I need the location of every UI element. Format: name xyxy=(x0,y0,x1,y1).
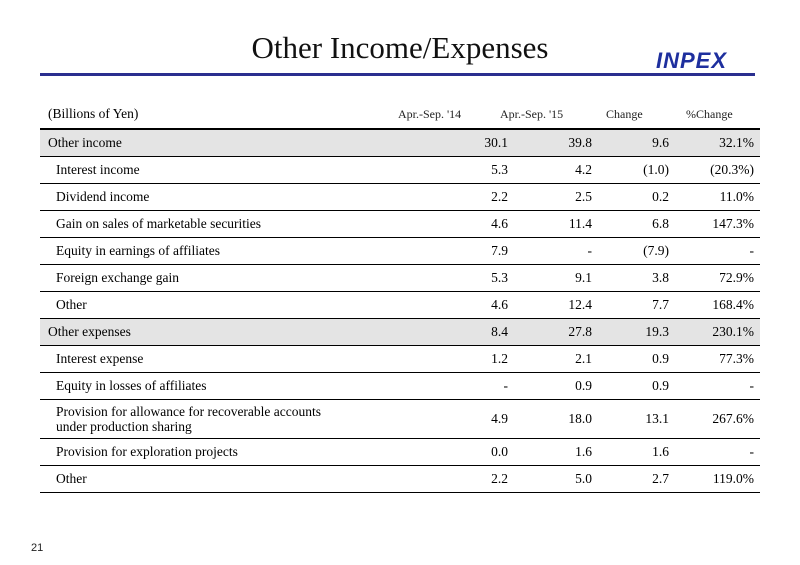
value-change: (7.9) xyxy=(643,243,669,258)
table-row xyxy=(40,400,760,439)
value-apr-sep-15: 5.0 xyxy=(575,471,592,486)
value-apr-sep-15: 39.8 xyxy=(568,135,592,150)
value-apr-sep-15: 4.2 xyxy=(575,162,592,177)
value-pct-change: 147.3% xyxy=(712,216,754,231)
row-label: Provision for allowance for recoverable accounts under production sharing xyxy=(56,404,322,434)
value-pct-change: - xyxy=(749,243,754,258)
value-change: 0.9 xyxy=(652,378,669,393)
value-pct-change: 32.1% xyxy=(719,135,754,150)
table-row xyxy=(40,238,760,265)
value-change: 3.8 xyxy=(652,270,669,285)
row-label: Other expenses xyxy=(48,324,131,339)
value-apr-sep-15: 2.5 xyxy=(575,189,592,204)
table-row xyxy=(40,265,760,292)
value-apr-sep-15: 0.9 xyxy=(575,378,592,393)
value-pct-change: - xyxy=(749,378,754,393)
value-change: 19.3 xyxy=(645,324,669,339)
value-apr-sep-14: 2.2 xyxy=(491,471,508,486)
value-pct-change: 230.1% xyxy=(712,324,754,339)
value-apr-sep-15: 18.0 xyxy=(568,411,592,426)
table-row xyxy=(40,439,760,466)
table-body xyxy=(40,130,760,493)
row-label: Gain on sales of marketable securities xyxy=(56,216,262,231)
income-expenses-table xyxy=(40,100,760,493)
page-number: 21 xyxy=(31,542,44,554)
row-label: Other xyxy=(56,471,87,486)
section-row xyxy=(40,319,760,346)
column-header-pct-change: %Change xyxy=(686,107,733,121)
row-label: Dividend income xyxy=(56,189,150,204)
value-apr-sep-14: 5.3 xyxy=(491,270,508,285)
value-change: 6.8 xyxy=(652,216,669,231)
value-change: 0.9 xyxy=(652,351,669,366)
value-apr-sep-14: 30.1 xyxy=(484,135,508,150)
row-label: Interest expense xyxy=(56,351,144,366)
value-change: 1.6 xyxy=(652,444,669,459)
value-apr-sep-15: 1.6 xyxy=(575,444,592,459)
value-apr-sep-14: 8.4 xyxy=(491,324,508,339)
value-apr-sep-14: 7.9 xyxy=(491,243,508,258)
unit-label: (Billions of Yen) xyxy=(48,106,139,121)
value-apr-sep-14: 4.6 xyxy=(491,297,508,312)
row-label: Equity in earnings of affiliates xyxy=(56,243,220,258)
row-label: Other income xyxy=(48,135,122,150)
row-label: Foreign exchange gain xyxy=(56,270,179,285)
row-label: Equity in losses of affiliates xyxy=(56,378,207,393)
table-row xyxy=(40,211,760,238)
value-apr-sep-14: 1.2 xyxy=(491,351,508,366)
value-apr-sep-15: 12.4 xyxy=(568,297,592,312)
table-row xyxy=(40,373,760,400)
value-apr-sep-15: 2.1 xyxy=(575,351,592,366)
row-label: Interest income xyxy=(56,162,140,177)
value-apr-sep-15: 9.1 xyxy=(575,270,592,285)
value-pct-change: 119.0% xyxy=(712,471,754,486)
value-pct-change: 168.4% xyxy=(712,297,754,312)
value-change: 2.7 xyxy=(652,471,669,486)
value-pct-change: - xyxy=(749,444,754,459)
column-header-change: Change xyxy=(606,107,643,121)
section-row xyxy=(40,130,760,157)
title-divider xyxy=(40,73,755,76)
value-change: 7.7 xyxy=(652,297,669,312)
table-row xyxy=(40,157,760,184)
value-apr-sep-14: 5.3 xyxy=(491,162,508,177)
value-apr-sep-15: - xyxy=(587,243,592,258)
value-change: 9.6 xyxy=(652,135,669,150)
value-pct-change: 77.3% xyxy=(719,351,754,366)
value-apr-sep-14: 2.2 xyxy=(491,189,508,204)
inpex-logo: INPEX xyxy=(656,48,728,73)
row-label: Other xyxy=(56,297,87,312)
value-pct-change: 72.9% xyxy=(719,270,754,285)
value-pct-change: 11.0% xyxy=(719,189,754,204)
page-title: Other Income/Expenses xyxy=(251,30,549,65)
table-row xyxy=(40,346,760,373)
row-label: Provision for exploration projects xyxy=(56,444,238,459)
value-apr-sep-15: 11.4 xyxy=(568,216,592,231)
value-change: 0.2 xyxy=(652,189,669,204)
value-apr-sep-14: 0.0 xyxy=(491,444,508,459)
value-change: 13.1 xyxy=(645,411,669,426)
value-pct-change: (20.3%) xyxy=(710,162,754,177)
table-row xyxy=(40,292,760,319)
value-apr-sep-14: 4.9 xyxy=(491,411,508,426)
column-header-apr-sep-15: Apr.-Sep. '15 xyxy=(500,107,564,121)
value-pct-change: 267.6% xyxy=(712,411,754,426)
table-row xyxy=(40,466,760,493)
value-apr-sep-14: 4.6 xyxy=(491,216,508,231)
table-row xyxy=(40,184,760,211)
value-apr-sep-14: - xyxy=(503,378,508,393)
value-change: (1.0) xyxy=(643,162,669,177)
table-header-row xyxy=(40,100,760,130)
value-apr-sep-15: 27.8 xyxy=(568,324,592,339)
column-header-apr-sep-14: Apr.-Sep. '14 xyxy=(398,107,462,121)
